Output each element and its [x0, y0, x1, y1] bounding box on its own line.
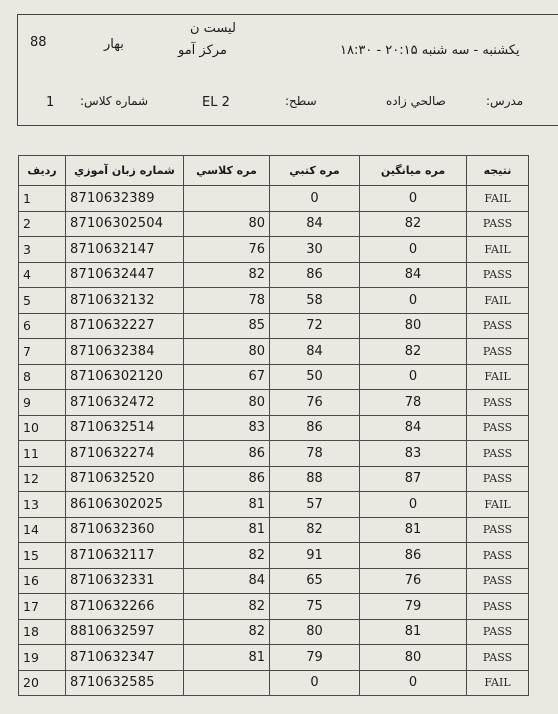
average-score-cell: 78 [360, 390, 467, 416]
level-label: سطح: [285, 94, 317, 108]
result-cell: FAIL [467, 237, 529, 263]
row-number-cell: 11 [19, 441, 66, 467]
row-number-cell: 18 [19, 619, 66, 645]
class-score-cell: 67 [184, 364, 270, 390]
class-score-cell: 81 [184, 517, 270, 543]
row-number-cell: 9 [19, 390, 66, 416]
result-cell: FAIL [467, 670, 529, 696]
header-list-title: لیست ن [190, 21, 236, 36]
average-score-cell: 0 [360, 186, 467, 212]
average-score-cell: 82 [360, 339, 467, 365]
result-cell: PASS [467, 415, 529, 441]
results-table [18, 155, 529, 696]
result-cell: PASS [467, 313, 529, 339]
result-cell: FAIL [467, 186, 529, 212]
average-score-cell: 87 [360, 466, 467, 492]
table-row [19, 186, 529, 212]
student-id-cell: 8710632514 [66, 415, 184, 441]
average-score-cell: 80 [360, 645, 467, 671]
class-number-value: 1 [46, 95, 55, 110]
row-number-cell: 2 [19, 211, 66, 237]
result-cell: PASS [467, 441, 529, 467]
teacher-name: صالحي زاده [386, 94, 446, 108]
student-id-cell: 8710632447 [66, 262, 184, 288]
row-number-cell: 16 [19, 568, 66, 594]
student-id-cell: 87106302504 [66, 211, 184, 237]
row-number-cell: 19 [19, 645, 66, 671]
average-score-cell: 83 [360, 441, 467, 467]
written-score-cell: 84 [270, 339, 360, 365]
student-id-cell: 8710632147 [66, 237, 184, 263]
result-cell: PASS [467, 619, 529, 645]
average-score-cell: 0 [360, 364, 467, 390]
class-score-cell: 80 [184, 339, 270, 365]
class-number-label: شماره کلاس: [80, 94, 149, 108]
class-score-cell: 81 [184, 645, 270, 671]
written-score-cell: 50 [270, 364, 360, 390]
row-number-cell: 5 [19, 288, 66, 314]
average-score-cell: 0 [360, 237, 467, 263]
class-score-cell: 82 [184, 543, 270, 569]
average-score-cell: 86 [360, 543, 467, 569]
result-cell: PASS [467, 339, 529, 365]
student-id-cell: 87106302120 [66, 364, 184, 390]
table-row [19, 568, 529, 594]
average-score-cell: 84 [360, 262, 467, 288]
header-box [17, 14, 558, 126]
table-header-row [19, 156, 529, 186]
student-id-cell: 8810632597 [66, 619, 184, 645]
table-row [19, 441, 529, 467]
written-score-cell: 30 [270, 237, 360, 263]
table-row [19, 543, 529, 569]
student-id-cell: 8710632117 [66, 543, 184, 569]
student-id-cell: 8710632520 [66, 466, 184, 492]
row-number-cell: 12 [19, 466, 66, 492]
class-score-cell: 80 [184, 211, 270, 237]
row-number-cell: 15 [19, 543, 66, 569]
written-score-cell: 82 [270, 517, 360, 543]
column-header-student-id: شماره زبان آموزي [66, 156, 184, 186]
table-row [19, 339, 529, 365]
average-score-cell: 0 [360, 492, 467, 518]
student-id-cell: 86106302025 [66, 492, 184, 518]
row-number-cell: 20 [19, 670, 66, 696]
average-score-cell: 76 [360, 568, 467, 594]
average-score-cell: 81 [360, 619, 467, 645]
average-score-cell: 82 [360, 211, 467, 237]
column-header-result: نتيجه [467, 156, 529, 186]
table-row [19, 211, 529, 237]
column-header-class-score: مره کلاسي [184, 156, 270, 186]
result-cell: PASS [467, 543, 529, 569]
class-score-cell [184, 186, 270, 212]
header-code: 88 [30, 35, 47, 50]
row-number-cell: 1 [19, 186, 66, 212]
table-row [19, 288, 529, 314]
result-cell: FAIL [467, 492, 529, 518]
written-score-cell: 91 [270, 543, 360, 569]
row-number-cell: 10 [19, 415, 66, 441]
written-score-cell: 76 [270, 390, 360, 416]
result-cell: PASS [467, 568, 529, 594]
teacher-label: مدرس: [486, 94, 524, 108]
average-score-cell: 0 [360, 288, 467, 314]
class-score-cell: 83 [184, 415, 270, 441]
result-cell: PASS [467, 211, 529, 237]
column-header-written-score: مره کتبي [270, 156, 360, 186]
student-id-cell: 8710632389 [66, 186, 184, 212]
header-center: مرکز آمو [178, 43, 227, 58]
row-number-cell: 14 [19, 517, 66, 543]
row-number-cell: 8 [19, 364, 66, 390]
class-score-cell: 76 [184, 237, 270, 263]
average-score-cell: 79 [360, 594, 467, 620]
class-score-cell: 82 [184, 619, 270, 645]
written-score-cell: 78 [270, 441, 360, 467]
average-score-cell: 84 [360, 415, 467, 441]
table-row [19, 390, 529, 416]
class-score-cell: 85 [184, 313, 270, 339]
table-row [19, 492, 529, 518]
student-id-cell: 8710632274 [66, 441, 184, 467]
result-cell: PASS [467, 645, 529, 671]
average-score-cell: 0 [360, 670, 467, 696]
student-id-cell: 8710632132 [66, 288, 184, 314]
written-score-cell: 57 [270, 492, 360, 518]
result-cell: FAIL [467, 288, 529, 314]
row-number-cell: 17 [19, 594, 66, 620]
class-score-cell: 84 [184, 568, 270, 594]
written-score-cell: 72 [270, 313, 360, 339]
table-row [19, 466, 529, 492]
student-id-cell: 8710632360 [66, 517, 184, 543]
result-cell: PASS [467, 466, 529, 492]
result-cell: PASS [467, 517, 529, 543]
table-row [19, 364, 529, 390]
result-cell: PASS [467, 262, 529, 288]
table-row [19, 313, 529, 339]
student-id-cell: 8710632266 [66, 594, 184, 620]
written-score-cell: 75 [270, 594, 360, 620]
class-score-cell: 80 [184, 390, 270, 416]
student-id-cell: 8710632347 [66, 645, 184, 671]
column-header-average-score: مره ميانگين [360, 156, 467, 186]
written-score-cell: 84 [270, 211, 360, 237]
column-header-row-number: رديف [19, 156, 66, 186]
student-id-cell: 8710632472 [66, 390, 184, 416]
result-cell: PASS [467, 594, 529, 620]
written-score-cell: 80 [270, 619, 360, 645]
header-season: بهار [104, 37, 124, 52]
level-value: EL 2 [202, 95, 230, 110]
written-score-cell: 65 [270, 568, 360, 594]
result-cell: FAIL [467, 364, 529, 390]
student-id-cell: 8710632585 [66, 670, 184, 696]
table-row [19, 237, 529, 263]
written-score-cell: 0 [270, 186, 360, 212]
written-score-cell: 88 [270, 466, 360, 492]
student-id-cell: 8710632227 [66, 313, 184, 339]
table-row [19, 594, 529, 620]
written-score-cell: 86 [270, 415, 360, 441]
average-score-cell: 80 [360, 313, 467, 339]
class-score-cell: 86 [184, 441, 270, 467]
written-score-cell: 86 [270, 262, 360, 288]
table-row [19, 517, 529, 543]
row-number-cell: 7 [19, 339, 66, 365]
table-row [19, 415, 529, 441]
row-number-cell: 13 [19, 492, 66, 518]
header-schedule: یکشنبه - سه شنبه ۲۰:۱۵ - ۱۸:۳۰ [340, 43, 520, 58]
table-row [19, 645, 529, 671]
row-number-cell: 6 [19, 313, 66, 339]
written-score-cell: 58 [270, 288, 360, 314]
class-score-cell: 82 [184, 594, 270, 620]
row-number-cell: 4 [19, 262, 66, 288]
table-row [19, 262, 529, 288]
student-id-cell: 8710632331 [66, 568, 184, 594]
class-score-cell: 82 [184, 262, 270, 288]
student-id-cell: 8710632384 [66, 339, 184, 365]
class-score-cell: 86 [184, 466, 270, 492]
class-score-cell: 81 [184, 492, 270, 518]
result-cell: PASS [467, 390, 529, 416]
written-score-cell: 79 [270, 645, 360, 671]
average-score-cell: 81 [360, 517, 467, 543]
row-number-cell: 3 [19, 237, 66, 263]
class-score-cell [184, 670, 270, 696]
written-score-cell: 0 [270, 670, 360, 696]
table-row [19, 619, 529, 645]
table-row [19, 670, 529, 696]
class-score-cell: 78 [184, 288, 270, 314]
